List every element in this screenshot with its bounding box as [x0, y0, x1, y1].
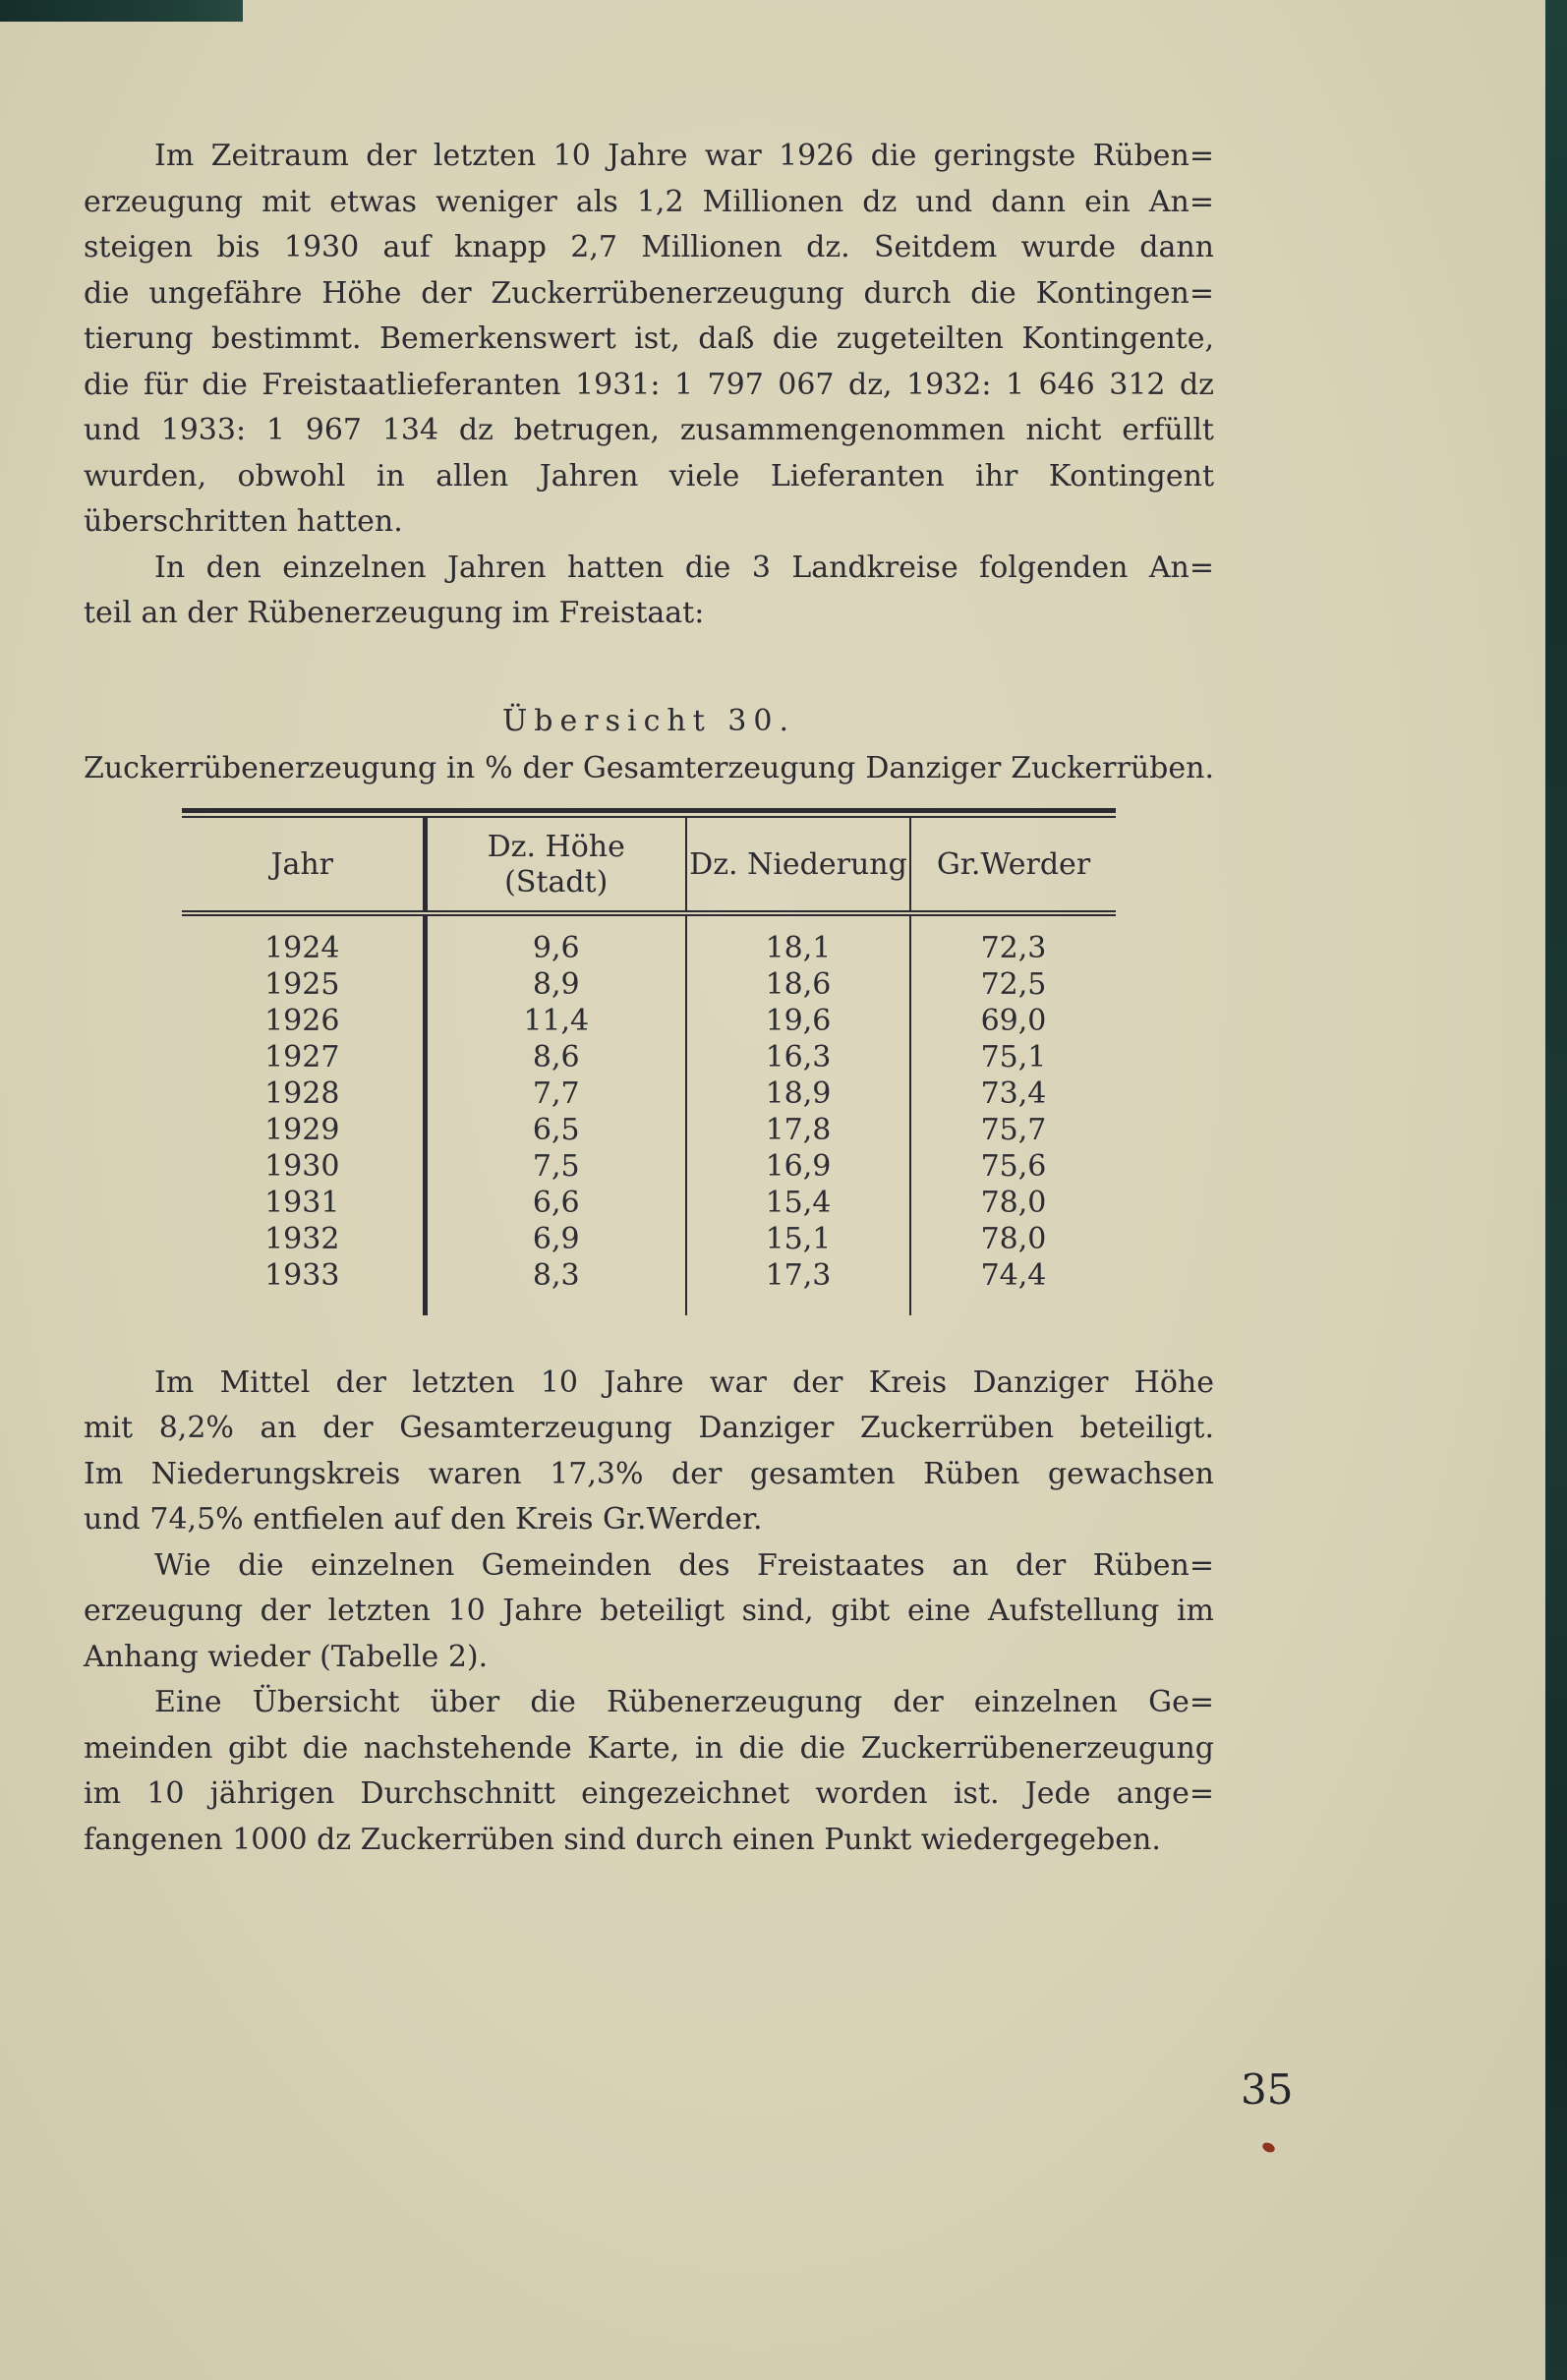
text-line: die für die Freistaatlieferanten 1931: 1 797 067 dz, 1932: 1 646 312 dz [84, 367, 1214, 402]
statistics-table [182, 816, 1116, 1315]
table-row [182, 1112, 1116, 1148]
table-row [182, 1221, 1116, 1257]
text-line: steigen bis 1930 auf knapp 2,7 Millionen dz. Seitdem wurde dann [84, 230, 1214, 264]
scan-edge-right [1545, 0, 1567, 2380]
table-row [182, 966, 1116, 1003]
cell-jahr: 1933 [182, 1257, 425, 1315]
cell-werder: 75,7 [980, 1112, 1047, 1147]
text-line: erzeugung mit etwas weniger als 1,2 Millionen dz und dann ein An= [84, 184, 1214, 219]
table-header-row [182, 817, 1116, 913]
col-header-jahr: Jahr [182, 817, 425, 913]
cell-niederung: 18,9 [686, 1075, 910, 1112]
cell-niederung: 15,1 [686, 1221, 910, 1257]
cell-niederung: 17,3 [686, 1257, 910, 1315]
text-line: Anhang wieder (Tabelle 2). [84, 1639, 489, 1674]
col-header-niederung: Dz. Niederung [686, 817, 910, 913]
cell-hoehe: 8,9 [425, 966, 686, 1003]
cell-hoehe: 11,4 [425, 1003, 686, 1039]
text-column [84, 134, 1214, 1863]
paragraph-gemeinden [84, 1543, 1214, 1681]
table-section [84, 700, 1214, 1315]
cell-jahr: 1931 [182, 1185, 425, 1221]
text-line: fangenen 1000 dz Zuckerrüben sind durch einen Punkt wiedergegeben. [84, 1822, 1161, 1857]
cell-hoehe: 8,6 [425, 1039, 686, 1075]
text-line: mit 8,2% an der Gesamterzeugung Danziger Zuckerrüben beteiligt. [84, 1411, 1214, 1445]
cell-hoehe: 6,9 [425, 1221, 686, 1257]
text-line: Im Mittel der letzten 10 Jahre war der Kreis Danziger Höhe [154, 1364, 1214, 1400]
cell-hoehe: 7,7 [425, 1075, 686, 1112]
cell-jahr: 1932 [182, 1221, 425, 1257]
text-line: Im Niederungskreis waren 17,3% der gesamten Rüben gewachsen [84, 1456, 1214, 1491]
table-row [182, 1257, 1116, 1315]
col-header-hoehe-line1: Dz. Höhe [487, 829, 625, 864]
cell-niederung: 18,6 [686, 966, 910, 1003]
cell-werder: 72,3 [980, 930, 1047, 965]
paragraph-production-overview [84, 134, 1214, 546]
cell-niederung: 17,8 [686, 1112, 910, 1148]
cell-werder: 78,0 [980, 1221, 1047, 1256]
text-line: die ungefähre Höhe der Zuckerrübenerzeugung durch die Kontingen= [84, 275, 1214, 311]
text-line: überschritten hatten. [84, 504, 403, 539]
table-row [182, 1003, 1116, 1039]
text-line: teil an der Rübenerzeugung im Freistaat: [84, 596, 705, 630]
text-line: Eine Übersicht über die Rübenerzeugung der einzelnen Ge= [154, 1685, 1214, 1719]
cell-werder: 75,6 [980, 1148, 1047, 1184]
text-line: und 74,5% entfielen auf den Kreis Gr.Werder. [84, 1502, 763, 1537]
cell-werder: 78,0 [980, 1185, 1047, 1220]
cell-jahr: 1928 [182, 1075, 425, 1112]
cell-werder: 69,0 [980, 1003, 1047, 1038]
text-line: Im Zeitraum der letzten 10 Jahre war 1926 die geringste Rüben= [154, 139, 1214, 173]
table-row [182, 1039, 1116, 1075]
cell-werder: 72,5 [980, 966, 1047, 1002]
text-line: tierung bestimmt. Bemerkenswert ist, daß die zugeteilten Kontingente, [84, 321, 1214, 356]
cell-hoehe: 9,6 [425, 913, 686, 966]
ink-speck [1261, 2141, 1277, 2155]
cell-hoehe: 6,6 [425, 1185, 686, 1221]
cell-jahr: 1927 [182, 1039, 425, 1075]
table-header [182, 817, 1116, 913]
text-line: und 1933: 1 967 134 dz betrugen, zusammengenommen nicht erfüllt [84, 413, 1214, 447]
paragraph-mittel [84, 1361, 1214, 1543]
page-number: 35 [1241, 2065, 1294, 2114]
text-line: im 10 jährigen Durchschnitt eingezeichnet worden ist. Jede ange= [84, 1776, 1214, 1811]
paragraph-karte [84, 1680, 1214, 1863]
table-row [182, 1075, 1116, 1112]
paragraph-landkreise-intro [84, 546, 1214, 637]
cell-werder: 75,1 [980, 1039, 1047, 1074]
table-title: Übersicht 30. [502, 703, 795, 738]
cell-werder: 74,4 [980, 1257, 1047, 1293]
cell-niederung: 19,6 [686, 1003, 910, 1039]
statistics-table-frame [182, 808, 1116, 1315]
text-line: erzeugung der letzten 10 Jahre beteiligt sind, gibt eine Aufstellung im [84, 1594, 1214, 1628]
cell-jahr: 1929 [182, 1112, 425, 1148]
table-subtitle: Zuckerrübenerzeugung in % der Gesamterzeugung Danziger Zuckerrüben. [84, 750, 1214, 785]
text-line: wurden, obwohl in allen Jahren viele Lieferanten ihr Kontingent [84, 458, 1214, 493]
cell-jahr: 1925 [182, 966, 425, 1003]
col-header-werder: Gr.Werder [910, 817, 1116, 913]
scan-edge-top-left [0, 0, 243, 22]
text-line: Wie die einzelnen Gemeinden des Freistaates an der Rüben= [154, 1547, 1214, 1583]
cell-niederung: 15,4 [686, 1185, 910, 1221]
cell-niederung: 16,9 [686, 1148, 910, 1185]
cell-jahr: 1924 [182, 913, 425, 966]
col-header-hoehe [425, 817, 686, 913]
table-row [182, 1185, 1116, 1221]
text-line: meinden gibt die nachstehende Karte, in die die Zuckerrübenerzeugung [84, 1730, 1214, 1766]
table-row [182, 913, 1116, 966]
cell-werder: 73,4 [980, 1075, 1047, 1111]
table-row [182, 1148, 1116, 1185]
cell-hoehe: 6,5 [425, 1112, 686, 1148]
cell-jahr: 1930 [182, 1148, 425, 1185]
cell-niederung: 16,3 [686, 1039, 910, 1075]
table-body [182, 913, 1116, 1315]
cell-hoehe: 7,5 [425, 1148, 686, 1185]
cell-hoehe: 8,3 [425, 1257, 686, 1315]
text-line: In den einzelnen Jahren hatten die 3 Landkreise folgenden An= [154, 550, 1214, 585]
cell-niederung: 18,1 [686, 913, 910, 966]
cell-jahr: 1926 [182, 1003, 425, 1039]
col-header-hoehe-line2: (Stadt) [504, 864, 609, 900]
